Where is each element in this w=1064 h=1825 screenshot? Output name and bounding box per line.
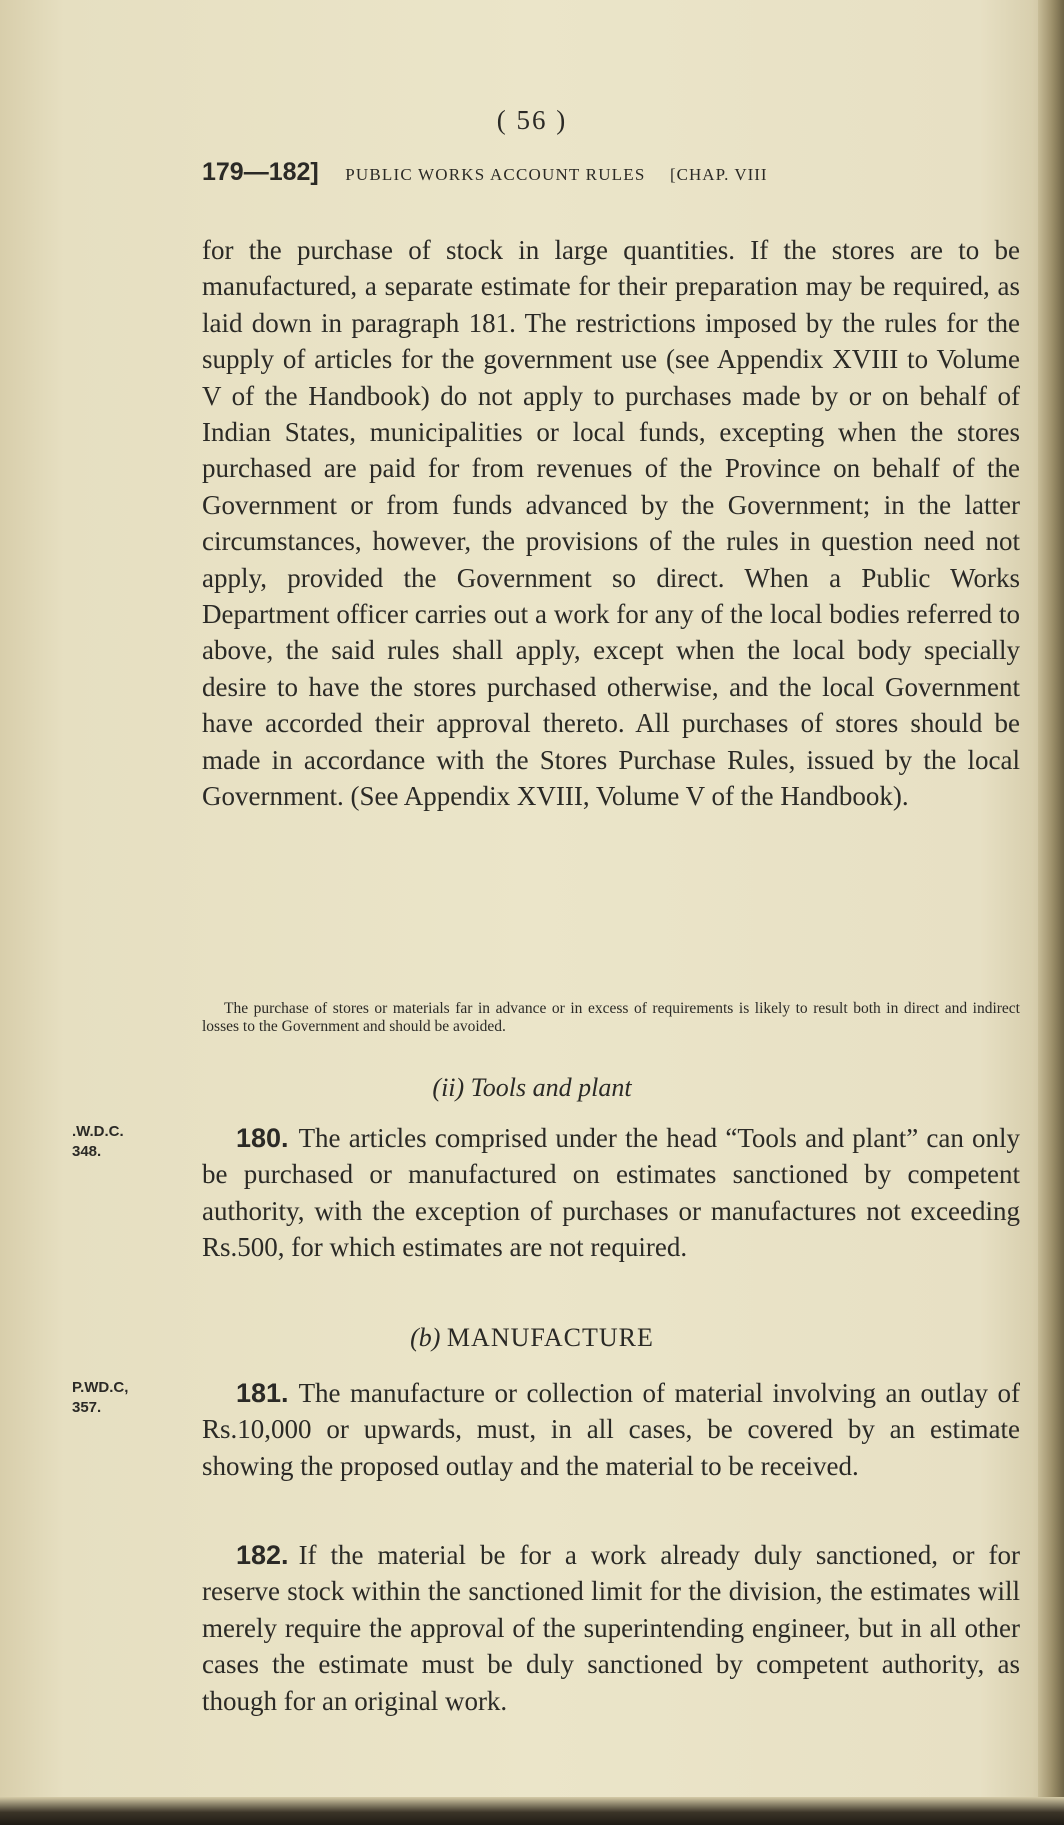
running-head xyxy=(202,158,1032,187)
page-number: ( 56 ) xyxy=(496,105,568,135)
paragraph-180 xyxy=(202,1120,1020,1266)
heading-prefix: (b) xyxy=(410,1323,441,1352)
section-heading-manufacture xyxy=(0,1323,1064,1353)
footnote: The purchase of stores or materials far in advance or in excess of requirements is likely to result both in direct and indirect losses to the Government and should be avoided. xyxy=(202,1000,1020,1035)
paragraph-number: 180. xyxy=(236,1123,289,1153)
margin-ref-line: 348. xyxy=(72,1143,102,1160)
running-head-chapter: [CHAP. VIII xyxy=(670,165,768,184)
margin-ref-line: P.WD.C, xyxy=(72,1379,129,1396)
page-edge-shadow xyxy=(1038,0,1064,1825)
running-head-title: PUBLIC WORKS ACCOUNT RULES xyxy=(345,165,646,184)
paragraph-text: If the material be for a work already duly sanctioned, or for reserve stock within the sanctioned limit for the division, the estimates will merely require the approval of the superintending engineer, but in all other cases the estimate must be duly sanctioned by competent authority, as though for an original work. xyxy=(202,1540,1020,1716)
paragraph-text: The manufacture or collection of material involving an outlay of Rs.10,000 or upwards, must, in all cases, be covered by an estimate showing the proposed outlay and the material to be received. xyxy=(202,1378,1020,1481)
paragraph-182 xyxy=(202,1537,1020,1719)
continuation-paragraph: for the purchase of stock in large quantities. If the stores are to be manufactured, a separate estimate for their preparation may be required, as laid down in paragraph 181. The restrictions imposed by the rules for the supply of articles for the government use (see Appendix XVIII to Volume V of the Handbook) do not apply to purchases made by or on behalf of Indian States, municipalities or local funds, excepting when the stores purchased are paid for from revenues of the Province on behalf of the Government or from funds advanced by the Government; in the latter circumstances, however, the provisions of the rules in question need not apply, provided the Government so direct. When a Public Works Department officer carries out a work for any of the local bodies referred to above, the said rules shall apply, except when the local body specially desire to have the stores purchased otherwise, and the local Government have accorded their approval thereto. All purchases of stores should be made in accordance with the Stores Purchase Rules, issued by the local Government. (See Appendix XVIII, Volume V of the Handbook). xyxy=(202,235,1020,812)
section-heading-tools: (ii) Tools and plant xyxy=(432,1073,632,1102)
heading-label: MANUFACTURE xyxy=(446,1323,654,1352)
paragraph-text: The articles comprised under the head “Tools and plant” can only be purchased or manufactured on estimates sanctioned by competent authority, with the exception of purchases or manufactures not exceeding Rs.500, for which estimates are not required. xyxy=(202,1123,1020,1263)
paragraph-number: 181. xyxy=(236,1378,289,1408)
page-bottom-edge xyxy=(0,1797,1064,1825)
paragraph-number: 182. xyxy=(236,1540,289,1570)
margin-reference-manufacture xyxy=(72,1378,128,1418)
margin-ref-line: .W.D.C. xyxy=(72,1123,124,1140)
margin-ref-line: 357. xyxy=(72,1399,102,1416)
paragraph-181 xyxy=(202,1375,1020,1484)
margin-reference-tools xyxy=(72,1122,124,1162)
running-head-paragraph-range: 179—182] xyxy=(202,158,319,186)
